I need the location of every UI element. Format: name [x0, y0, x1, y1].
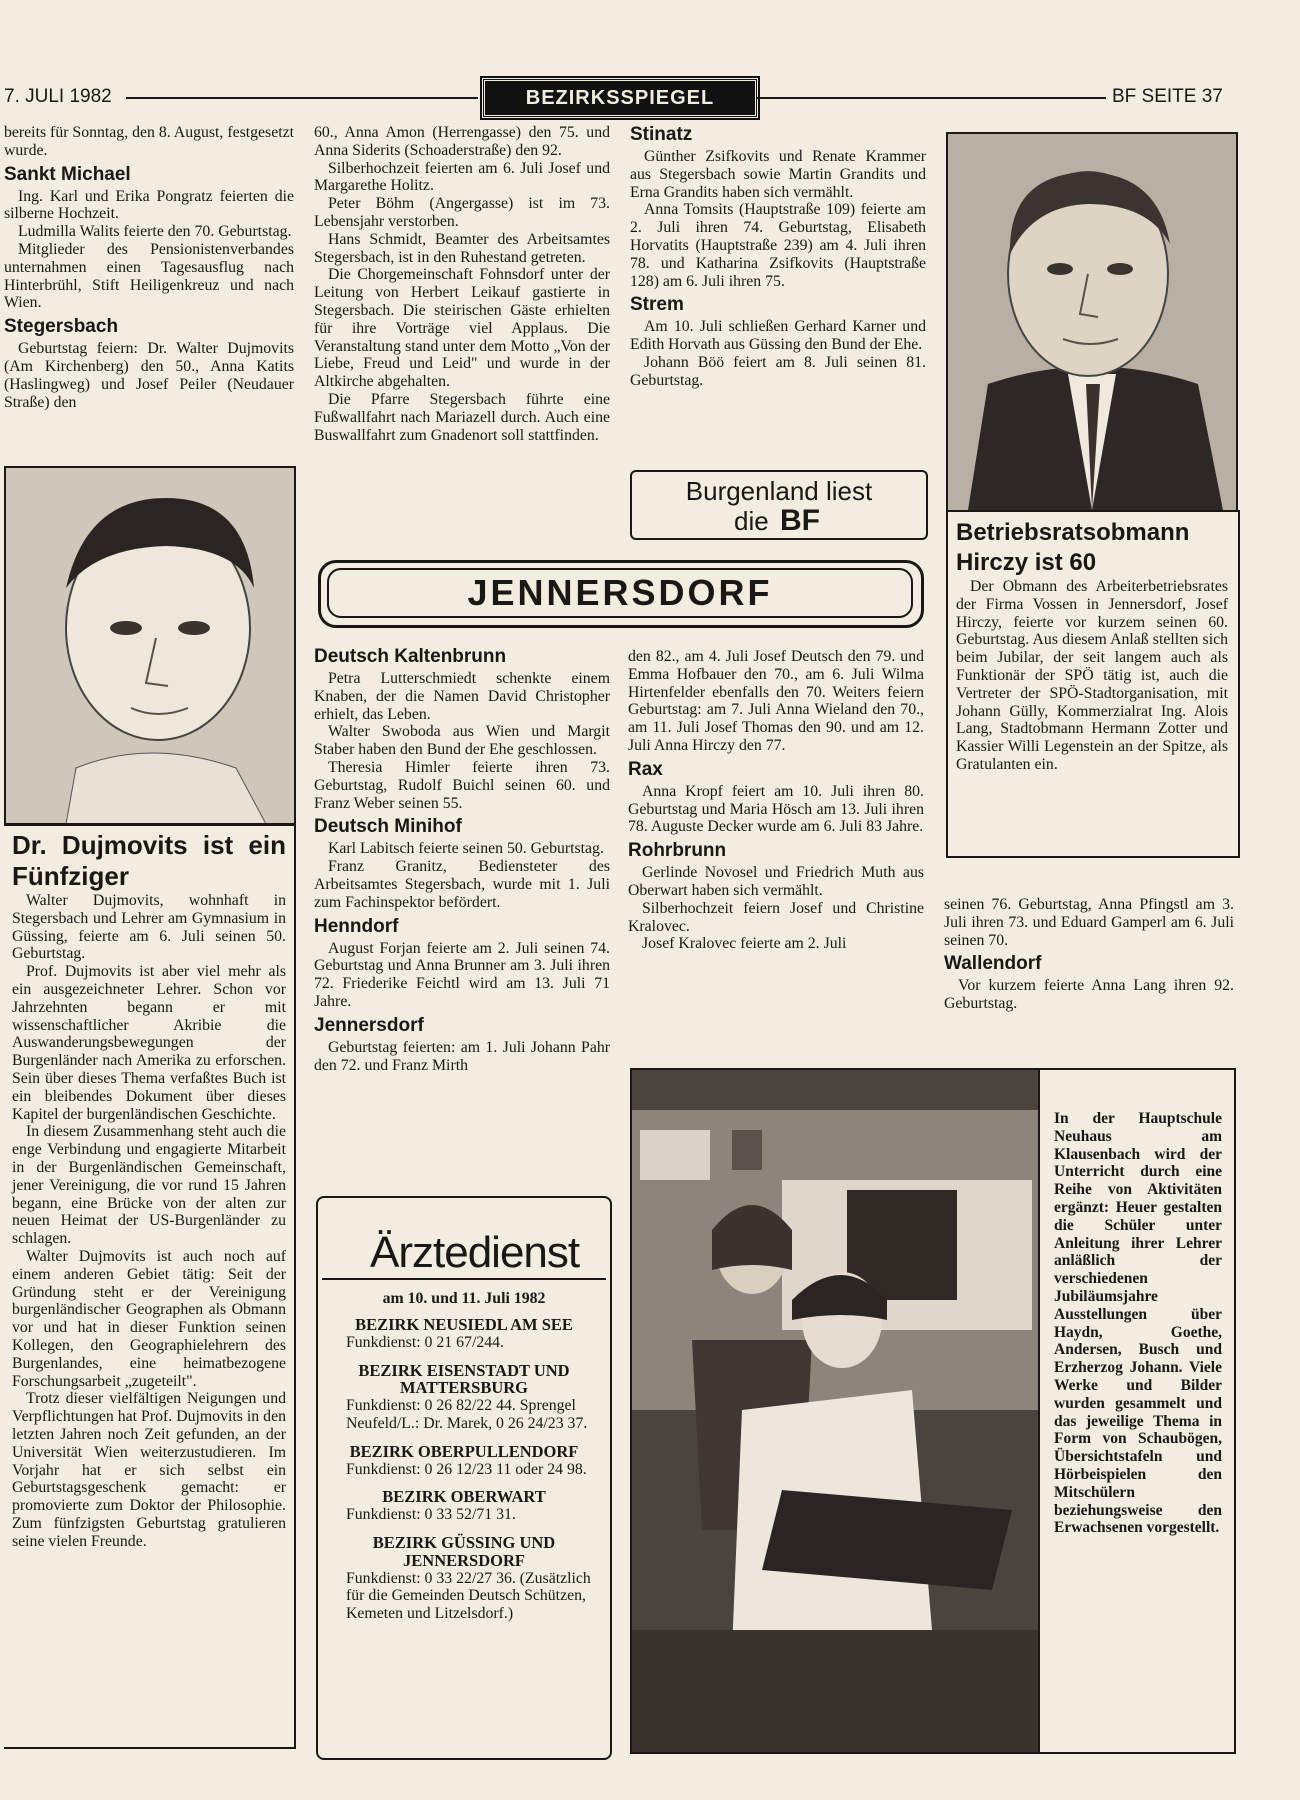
hd-p1: August Forjan feierte am 2. Juli seinen 74. Geburtstag und Anna Brunner am 3. Juli ihren 72. Friederike Feichtl wird am 13. Juli 71 Jahre.: [314, 939, 610, 1010]
bezirk-oberpullendorf: BEZIRK OBERPULLENDORF: [349, 1441, 579, 1461]
dujm-p4: Walter Dujmovits ist auch noch auf einem anderen Gebiet tätig: Seit der Gründung steht er der Vereinigung burgenländischer Geographen als Obmann vor und hat in dieser Funktion seinen Kollegen, den Geographielehrern des Burgenlandes, eine heimatbezogene Forschungsarbeit „zugeteilt".: [12, 1247, 286, 1390]
dk-p1: Petra Lutterschmiedt schenkte einem Knaben, der die Namen David Christopher erhielt, das Leben.: [314, 670, 610, 723]
dujm-p3: In diesem Zusammenhang steht auch die enge Verbindung und engagierte Mitarbeit in der Burgenländischen Gemeinschaft, jener Vereinigung, die vor rund 15 Jahren begann, eine Brücke von der alten zur neuen Heimat der US-Burgenländer zu schlagen.: [12, 1123, 286, 1248]
heading-jennersdorf: Jennersdorf: [314, 1014, 424, 1036]
header-rule-left: [126, 97, 478, 99]
col2-p5: Die Chorgemeinschaft Fohnsdorf unter der Leitung von Herbert Leikauf gastierte in Stegersbach. Die steirischen Gäste erhielten für ihre Vorträge viel Applaus. Die Veranstaltung stand unter dem Motto „Von der Liebe, Freud und Leid" und wurde in der Altkirche abgehalten.: [314, 266, 610, 391]
jcol2-p1: den 82., am 4. Juli Josef Deutsch den 79. und Emma Hofbauer den 70., am 6. Juli Wilma Hirtenfelder ebenfalls den 70. Weiters feiern Geburtstag: am 7. Juli Anna Wieland den 70., am 11. Juli Josef Thomas den 90. und am 12. Juli Anna Hirczy den 77.: [628, 648, 924, 754]
heading-stegersbach: Stegersbach: [4, 316, 119, 338]
header-date: 7. JULI 1982: [4, 86, 112, 107]
col3-top: [630, 124, 926, 390]
stinatz-p1: Günther Zsifkovits und Renate Krammer aus Stegersbach sowie Martin Grandits und Erna Grandits haben sich vermählt.: [630, 148, 926, 201]
heading-stinatz: Stinatz: [630, 124, 693, 145]
col2-top: [314, 124, 610, 444]
heading-sankt-michael: Sankt Michael: [4, 163, 131, 185]
heading-rax: Rax: [628, 758, 663, 780]
hirczy-headline: Betriebsratsobmann Hirczy ist 60: [956, 519, 1190, 576]
dujm-p2: Prof. Dujmovits ist aber viel mehr als ein ausgezeichneter Lehrer. Schon vor Jahrzehnten begann er mit wissenschaftlicher Akribie die Auswanderungsbewegungen der Burgenländer nach Amerika zu erforschen. Sein über dieses Thema verfaßtes Buch ist ein bleibendes Dokument über dieses Kapitel der burgenländischen Geschichte.: [12, 963, 286, 1123]
bezirk-oberwart: BEZIRK OBERWART: [382, 1487, 546, 1507]
jcol3: [944, 896, 1234, 1013]
wall-p1: Vor kurzem feierte Anna Lang ihren 92. Geburtstag.: [944, 977, 1234, 1013]
photo-school-exhibition: [630, 1068, 1040, 1754]
portrait-hirczy: [948, 134, 1236, 510]
stinatz-p2: Anna Tomsits (Hauptstraße 109) feierte am 2. Juli ihren 74. Geburtstag, Elisabeth Horvatits (Hauptstraße 239) am 4. Juli ihren 78. und Katharina Zsifkovits (Hauptstraße 128) am 6. Juli ihren 75.: [630, 201, 926, 290]
photo-hirczy: [946, 132, 1238, 512]
rohr-p3: Josef Kralovec feierte am 2. Juli: [642, 935, 847, 953]
sankt-p3: Mitglieder des Pensionistenverbandes unternahmen einen Tagesausflug nach Hinterbrühl, Stift Heiligenkreuz und nach Wien.: [4, 240, 294, 312]
jd-p1: Geburtstag feierten: am 1. Juli Johann Pahr den 72. und Franz Mirth: [314, 1038, 610, 1074]
school-exhibition-scene: [632, 1070, 1038, 1752]
oberwart-funk: Funkdienst: 0 33 52/71 31.: [346, 1506, 516, 1524]
burgenland-liest-ad: [630, 470, 928, 540]
portrait-dujmovits: [6, 468, 294, 824]
sankt-p1: Ing. Karl und Erika Pongratz feierten die silberne Hochzeit.: [4, 187, 294, 223]
steg-p1: Geburtstag feiern: Dr. Walter Dujmovits (Am Kirchenberg) den 50., Anna Katits (Haslingweg) und Josef Peiler (Neudauer Straße) den: [4, 340, 294, 411]
photo-dujmovits: [4, 466, 296, 826]
heading-strem: Strem: [630, 294, 684, 316]
neusiedl-funk: Funkdienst: 0 21 67/244.: [346, 1333, 504, 1351]
dk-p3: Theresia Himler feierte ihren 73. Geburtstag, Rudolf Buichl seinen 60. und Franz Weber seinen 55.: [314, 758, 610, 812]
aerztedienst-rule: [322, 1278, 606, 1280]
jcol1: [314, 646, 610, 1074]
header-page: BF SEITE 37: [1112, 86, 1223, 107]
heading-henndorf: Henndorf: [314, 915, 399, 937]
header-rule-right: [756, 97, 1106, 99]
dujm-p1: Walter Dujmovits, wohnhaft in Stegersbach und Lehrer am Gymnasium in Güssing, feierte am 6. Juli seinen 50. Geburtstag.: [12, 892, 286, 963]
hirczy-article: [956, 518, 1228, 774]
bf-logo: BF: [780, 504, 820, 537]
caption-box: [1036, 1068, 1236, 1754]
aerztedienst-date: am 10. und 11. Juli 1982: [382, 1290, 546, 1307]
intro-text: bereits für Sonntag, den 8. August, festgesetzt wurde.: [4, 124, 294, 159]
aerztedienst-list: [328, 1316, 600, 1623]
banner-title: JENNERSDORF: [327, 568, 913, 618]
jcol2: [628, 648, 924, 953]
dm-p1: Karl Labitsch feierte seinen 50. Geburtstag.: [328, 840, 604, 858]
dujmovits-headline: Dr. Dujmovits ist ein Fünfziger: [12, 830, 286, 891]
aerztedienst-title: Ärztedienst: [370, 1228, 580, 1277]
guessing-funk: Funkdienst: 0 33 22/27 36. (Zusätzlich für die Gemeinden Deutsch Schützen, Kemeten und Litzelsdorf.): [346, 1569, 591, 1623]
dk-p2: Walter Swoboda aus Wien und Margit Staber haben den Bund der Ehe geschlossen.: [314, 723, 610, 759]
rohr-p1: Gerlinde Novosel und Friedrich Muth aus Oberwart haben sich vermählt.: [628, 864, 924, 899]
col2-p2: Silberhochzeit feierten am 6. Juli Josef und Margarethe Holitz.: [314, 159, 610, 195]
bezirk-eisenstadt: BEZIRK EISENSTADT UND MATTERSBURG: [358, 1360, 570, 1398]
dm-p2: Franz Granitz, Bediensteter des Arbeitsamtes Stegersbach, wurde mit 1. Juli zum Fachinspektor befördert.: [314, 858, 610, 911]
rohr-p2: Silberhochzeit feiern Josef und Christine Kralovec.: [628, 899, 924, 935]
col2-p1: 60., Anna Amon (Herrengasse) den 75. und Anna Siderits (Schoaderstraße) den 92.: [314, 124, 610, 159]
col2-p4: Hans Schmidt, Beamter des Arbeitsamtes Stegersbach, ist in den Ruhestand getreten.: [314, 230, 610, 266]
caption-text: In der Hauptschule Neuhaus am Klausenbach wird der Unterricht durch eine Reihe von Aktivitäten ergänzt: Heuer gestalten die Schüler unter Anleitung ihrer Lehrer anläßlich der verschiedenen Jubiläumsjahre Ausstellungen über Haydn, Goethe, Andersen, Busch und Erzherzog Johann. Viele Werke und Bilder wurden gesammelt und das jeweilige Thema in Form von Schaubögen, Übersichtstafeln und Hörbeispielen den Mitschülern beziehungsweise den Erwachsenen vorgestellt.: [1054, 1110, 1222, 1537]
col2-p3: Peter Böhm (Angergasse) ist im 73. Lebensjahr verstorben.: [314, 195, 610, 230]
col1-top: [4, 124, 294, 411]
hirczy-body: Der Obmann des Arbeiterbetriebsrates der Firma Vossen in Jennersdorf, Josef Hirczy, feierte vor kurzem seinen 60. Geburtstag. Aus diesem Anlaß stellten sich beim Jubilar, der seit langem auch als Funktionär der SPÖ tätig ist, auch die Vertreter der SPÖ-Stadtorganisation, mit Johann Gülly, Kommerzialrat Ing. Alois Lang, Stadtobmann Hermann Zotter und Kassier Willi Legenstein an der Spitze, als Gratulanten ein.: [956, 578, 1228, 773]
ad-line1: Burgenland liest: [685, 476, 873, 506]
sankt-p2: Ludmilla Walits feierte den 70. Geburtstag.: [18, 223, 292, 241]
ad-line2: die: [734, 506, 769, 536]
dujm-p5: Trotz dieser vielfältigen Neigungen und Verpflichtungen hat Prof. Dujmovits in den letzten Jahren noch Zeit gefunden, an der Universität Wien weiterzustudieren. Im Vorjahr hat er sich selbst ein Geburtstagsgeschenk gemacht: er promovierte zum Doktor der Philosophie. Zum fünfzigsten Geburtstag gratulieren seine vielen Freunde.: [12, 1390, 286, 1550]
strem-p1: Am 10. Juli schließen Gerhard Karner und Edith Horvath aus Güssing den Bund der Ehe.: [630, 318, 926, 354]
bezirk-guessing: BEZIRK GÜSSING UND JENNERSDORF: [372, 1532, 556, 1570]
oberpullendorf-funk: Funkdienst: 0 26 12/23 11 oder 24 98.: [346, 1460, 587, 1478]
jennersdorf-banner: [318, 560, 924, 628]
heading-rohrbrunn: Rohrbrunn: [628, 840, 727, 862]
aerztedienst-box: [316, 1196, 612, 1760]
heading-deutsch-kaltenbrunn: Deutsch Kaltenbrunn: [314, 646, 507, 667]
eisenstadt-funk: Funkdienst: 0 26 82/22 44. Sprengel Neufeld/L.: Dr. Marek, 0 26 24/23 37.: [346, 1397, 588, 1432]
bezirk-neusiedl: BEZIRK NEUSIEDL AM SEE: [355, 1315, 573, 1334]
heading-wallendorf: Wallendorf: [944, 953, 1042, 975]
dujmovits-article: [12, 830, 286, 1550]
rax-p1: Anna Kropf feiert am 10. Juli ihren 80. Geburtstag und Maria Hösch am 13. Juli ihren 78. Auguste Decker wurde am 6. Juli 83 Jahre.: [628, 782, 924, 836]
strem-p2: Johann Böö feiert am 8. Juli seinen 81. Geburtstag.: [630, 353, 926, 389]
jcol3-p1: seinen 76. Geburtstag, Anna Pfingstl am 3. Juli ihren 73. und Eduard Gamperl am 6. Juli seinen 70.: [944, 896, 1234, 949]
heading-deutsch-minihof: Deutsch Minihof: [314, 816, 462, 838]
header-section: BEZIRKSSPIEGEL: [482, 78, 758, 118]
col2-p6: Die Pfarre Stegersbach führte eine Fußwallfahrt nach Mariazell durch. Auch eine Buswallfahrt zum Gnadenort soll stattfinden.: [314, 390, 610, 444]
